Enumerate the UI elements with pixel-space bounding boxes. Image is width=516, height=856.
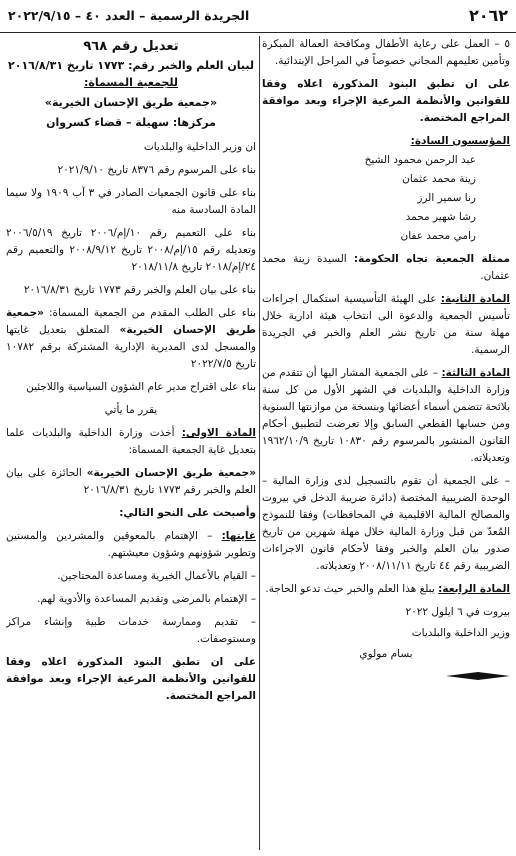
association-name: «جمعية طريق الإحسان الخيرية» <box>44 96 218 109</box>
gov-rep-label: ممثلة الجمعية تجاه الحكومة: <box>353 253 510 265</box>
article-3-tax: – على الجمعية أن تقوم بالتسجيل لدى وزارة المالية – الوحدة الضريبية المختصة (دائرة ضريبة الدخل في بيروت والمصالح المالية الاقليمية في المحافظات) وفقا للنموذج المُعدّ من قبل وزارة المالية خلال مهلة شهرين من تاريخ صدور بيان العلم والخبر وفقا لأحكام قانون الاجراءات الضريبية رقم ٤٤ تاريخ ٢٠٠٨/١١/١١ وتعديلاته. <box>262 475 510 572</box>
basis-1: بناء على المرسوم رقم ٨٣٧٦ تاريخ ٢٠٢١/٩/١٠ <box>57 164 256 176</box>
goal-4: – تقديم وممارسة خدمات طبية وإنشاء مراكز ومستوصفات. <box>6 616 256 645</box>
founder-3: رنا سمير الرز <box>417 192 476 204</box>
article-2-text: على الهيئة التأسيسية استكمال اجراءات تأسيس الجمعية والدعوة الى انتخاب هيئة ادارية خلال مهلة سنة من تاريخ نشر العلم والخبر في الجريدة الرسمية. <box>262 293 510 356</box>
place-date: بيروت في ٦ ايلول ٢٠٢٢ <box>405 606 510 618</box>
article-4-label: المادة الرابعة: <box>438 583 510 595</box>
article-1-label: المادة الاولى: <box>181 427 256 439</box>
basis-6: بناء على اقتراح مدير عام الشؤون السياسية واللاجئين <box>26 381 256 393</box>
article-1 <box>6 425 256 459</box>
column-divider <box>259 36 260 850</box>
left-column <box>6 36 256 850</box>
article-4 <box>262 581 510 598</box>
founder-2: زينة محمد عثمان <box>402 173 476 185</box>
amendment-subtitle: لبيان العلم والخبر رقم: ١٧٧٣ تاريخ ٢٠١٦/٨/٣١ <box>8 59 254 72</box>
left-compliance-clause: على ان تطبق البنود المذكورة اعلاه وفقا للقوانين والأنظمة المرعية الإجراء وبعد موافقة المراجع المختصة. <box>6 656 256 702</box>
signer-name: بسام مولوي <box>359 648 413 660</box>
article-2 <box>262 291 510 359</box>
article-1-text: أخذت وزارة الداخلية والبلديات علما بتعديل غاية الجمعية المسماة: <box>6 427 256 456</box>
article-3-text: – على الجمعية المشار اليها أن تتقدم من وزارة الداخلية والبلديات في الشهر الأول من كل سنة بلائحة تتضمن أسماء أعضائها وبنسخة من موازنتها السنوية ومن حسابها القطعي السابق وإلا تعرضت لتطبيق أحكام القانون المنشور بالمرسوم رقم ١٠٨٣٠ تاريخ ١٩٦٢/١٠/٩ وتعديلاته. <box>262 367 510 464</box>
gazette-issue-line: الجريدة الرسمية – العدد ٤٠ – ٢٠٢٢/٩/١٥ <box>8 8 250 23</box>
goal-1-text: – الإهتمام بالمعوقين والمشردين والمسنين وتطوير شؤونهم وشؤون معيشتهم. <box>6 530 256 559</box>
ornament-divider <box>446 671 510 681</box>
basis-5-pre: بناء على الطلب المقدم من الجمعية المسماة: <box>48 307 256 319</box>
article-4-text: يبلغ هذا العلم والخبر حيث تدعو الحاجة. <box>265 583 435 595</box>
goal-2: – القيام بالأعمال الخيرية ومساعدة المحتاجين. <box>57 570 256 582</box>
article-3-label: المادة الثالثة: <box>441 367 510 379</box>
right-column <box>262 36 510 850</box>
gov-representative <box>262 251 510 285</box>
basis-5 <box>6 305 256 373</box>
basis-2: بناء على قانون الجمعيات الصادر في ٣ آب ١٩٠٩ ولا سيما المادة السادسة منه <box>6 187 256 216</box>
founder-5: رامي محمد عفان <box>400 230 476 242</box>
founders-heading: المؤسسون السادة: <box>410 135 510 147</box>
article-2-label: المادة الثانية: <box>440 293 510 305</box>
became-heading: وأصبحت على النحو التالي: <box>119 507 256 519</box>
basis-4: بناء على بيان العلم والخبر رقم ١٧٧٣ تاريخ ٢٠١٦/٨/٣١ <box>23 284 256 296</box>
founder-4: رشا شهير محمد <box>405 211 476 223</box>
article-1-assoc <box>6 465 256 499</box>
page-header <box>0 0 516 33</box>
founder-1: عبد الرحمن محمود الشيخ <box>364 154 476 166</box>
article-1-name: «جمعية طريق الإحسان الخيرية» <box>86 467 256 479</box>
association-hq: مركزها: سهيلة – قضاء كسروان <box>46 116 216 129</box>
goal-3: – الإهتمام بالمرضى وتقديم المساعدة والأدوية لهم. <box>37 593 256 605</box>
amendment-subtitle-assoc: للجمعية المسماة: <box>84 76 178 89</box>
minister-line: ان وزير الداخلية والبلديات <box>143 141 256 153</box>
gov-rep-text: السيدة زينة محمد عثمان. <box>262 253 510 282</box>
page-number: ٢٠٦٢ <box>468 6 508 25</box>
basis-3: بناء على التعميم رقم ١٠/إم/٢٠٠٦ تاريخ ٢٠٠٦/٥/١٩ وتعديله رقم ١٥/إم/٢٠٠٨ تاريخ ٢٠٠٨/٩/١٢ والتعميم رقم ٢٤/إم/٢٠١٨ تاريخ ٢٠١٨/١١/٨ <box>6 227 256 273</box>
decides-heading: يقرر ما يأتي <box>104 404 158 416</box>
article-1-post: الحائزة على بيان العلم والخبر رقم ١٧٧٣ تاريخ ٢٠١٦/٨/٣١ <box>6 467 256 496</box>
amendment-title: تعديل رقم ٩٦٨ <box>83 39 179 54</box>
basis-5-post: المتعلق بتعديل غايتها والمسجل لدى المديرية الإدارية المشتركة برقم ١٠٧٨٢ تاريخ ٢٠٢٢/٧/٥ <box>6 324 256 370</box>
goals-label: غايتها: <box>221 530 256 542</box>
signer-title: وزير الداخلية والبلديات <box>411 627 510 639</box>
basis-5-name: «جمعية طريق الإحسان الخيرية» <box>6 307 256 336</box>
goal-item-5: ٥ – العمل على رعاية الأطفال ومكافحة العمالة المبكرة وتأمين تعليمهم المجاني خصوصاً في المراحل الإبتدائية. <box>262 38 510 67</box>
compliance-clause: على ان تطبق البنود المذكورة اعلاه وفقا للقوانين والأنظمة المرعية الإجراء وبعد موافقة المراجع المختصة. <box>262 78 510 124</box>
article-3 <box>262 365 510 467</box>
goal-1 <box>6 528 256 562</box>
